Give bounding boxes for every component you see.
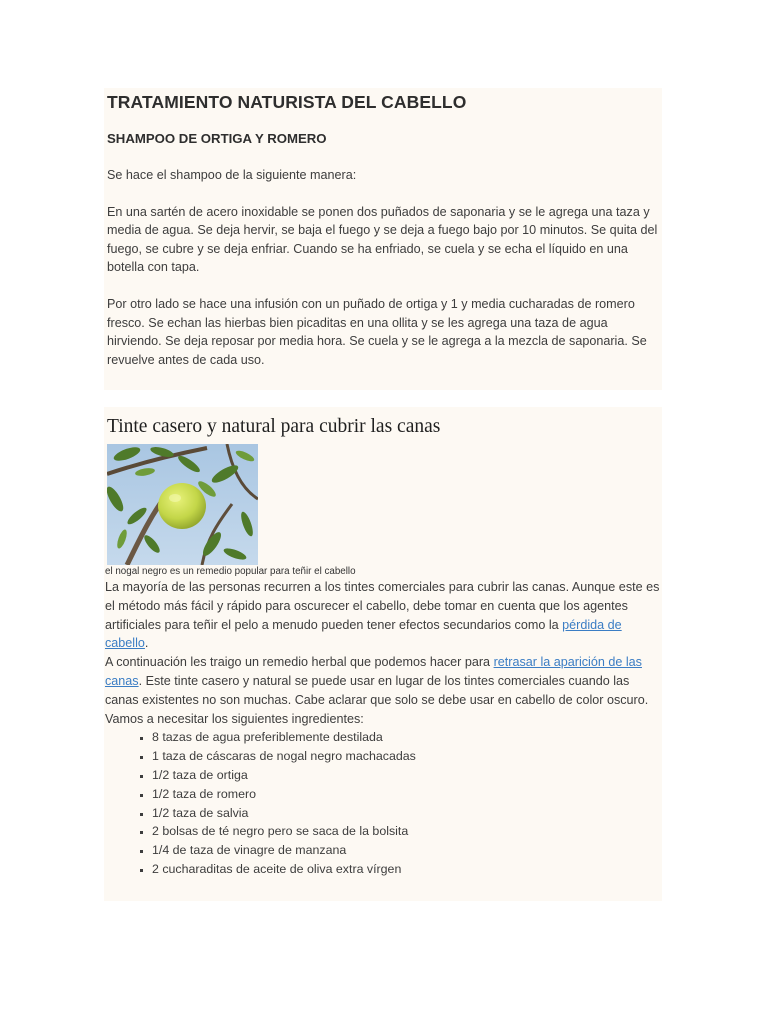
instructions-paragraph-2: Por otro lado se hace una infusión con un puñado de ortiga y 1 y media cucharadas de romero fresco. Se echan las hierbas bien picaditas en una ollita y se les agrega una taza de agua hirviendo. Se deja reposar por media hora. Se cuela y se le agrega a la mezcla de saponaria. Se revuelve antes de cada uso. [107, 296, 647, 367]
article-title: Tinte casero y natural para cubrir las canas [107, 416, 441, 437]
list-item: ▪ 1/4 de taza de vinagre de manzana [152, 841, 662, 860]
list-item: ▪ 1/2 taza de salvia [152, 804, 662, 823]
paragraph-text: . [144, 636, 149, 651]
black-walnut-photo [107, 444, 258, 565]
ingredients-list [107, 728, 662, 878]
list-item: ▪ 1/2 taza de romero [152, 785, 662, 804]
hair-loss-link[interactable]: pérdida de cabello [105, 617, 622, 651]
instructions-paragraph-1: En una sartén de acero inoxidable se ponen dos puñados de saponaria y se le agrega una taza y media de agua. Se deja hervir, se baja el fuego y se deja a fuego bajo por 10 minutos. Se quita del fuego, se cubre y se deja enfriar. Cuando se ha enfriado, se cuela y se echa el líquido en una botella con tapa. [107, 204, 658, 275]
shampoo-section [104, 88, 662, 390]
section-title: TRATAMIENTO NATURISTA DEL CABELLO [107, 92, 467, 112]
intro-paragraph: Se hace el shampoo de la siguiente manera: [107, 168, 357, 182]
image-caption: el nogal negro es un remedio popular para teñir el cabello [105, 566, 356, 577]
section-subtitle: SHAMPOO DE ORTIGA Y ROMERO [107, 131, 327, 146]
paragraph-text: A continuación les traigo un remedio herbal que podemos hacer para [105, 655, 494, 670]
paragraph-text: . Este tinte casero y natural se puede usar en lugar de los tintes comerciales cuando las canas existentes no son muchas. Cabe aclarar que solo se debe usar en cabello de color oscuro. [105, 673, 649, 707]
delay-gray-hair-link[interactable]: retrasar la aparición de las canas [105, 655, 642, 688]
list-item: ▪ 2 cucharaditas de aceite de oliva extra vírgen [152, 860, 662, 879]
ingredients-intro: Vamos a necesitar los siguientes ingredientes: [105, 711, 364, 726]
article-paragraph-1 [105, 578, 662, 653]
list-item: ▪ 1/2 taza de ortiga [152, 766, 662, 785]
list-item: ▪ 8 tazas de agua preferiblemente destilada [152, 728, 662, 747]
list-item: ▪ 1 taza de cáscaras de nogal negro machacadas [152, 747, 662, 766]
list-item: ▪ 2 bolsas de té negro pero se saca de la bolsita [152, 822, 662, 841]
paragraph-text: La mayoría de las personas recurren a los tintes comerciales para cubrir las canas. Aunque este es el método más fácil y rápido para oscurecer el cabello, debe tomar en cuenta que los agentes artificiales para teñir el pelo a menudo pueden tener efectos secundarios como la [105, 580, 660, 632]
hair-dye-section [104, 407, 662, 901]
article-paragraph-2 [105, 653, 662, 709]
